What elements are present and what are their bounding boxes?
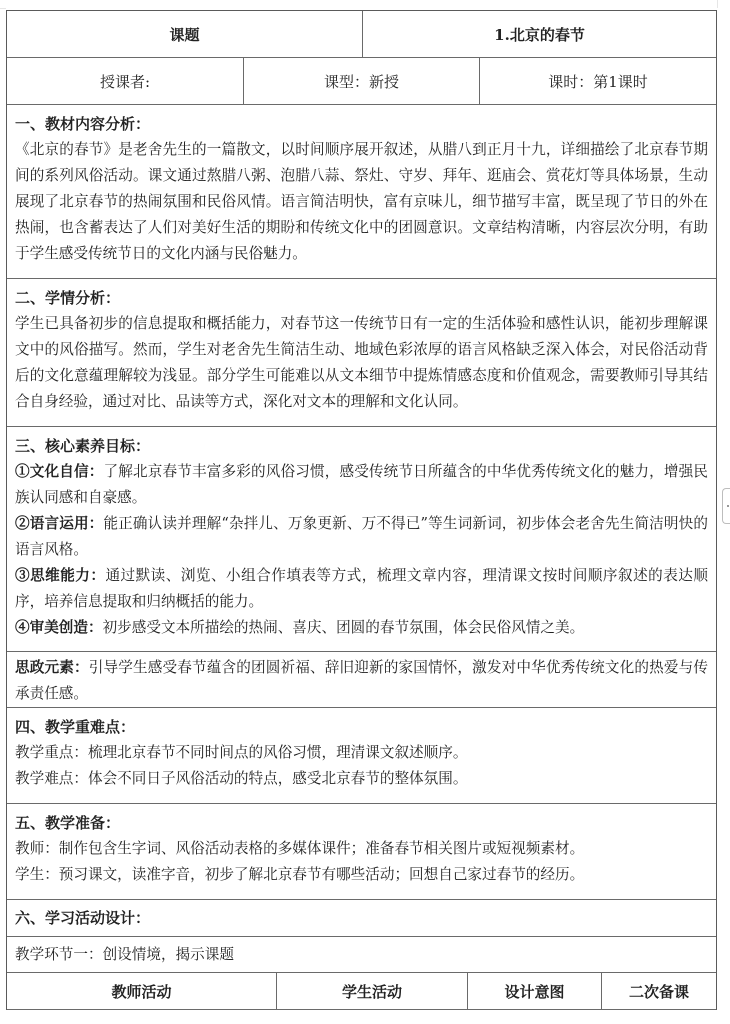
title-value: 1.北京的春节 [362, 11, 716, 57]
title-label: 课题 [169, 25, 200, 44]
info-row [7, 58, 716, 105]
goal-label: ②语言运用： [15, 515, 104, 532]
activity-columns-row [7, 973, 716, 1010]
goal-item [15, 459, 708, 511]
difficulty-line: 教学难点：体会不同日子风俗活动的特点，感受北京春节的整体氛围。 [15, 770, 468, 787]
ideology-body: 引导学生感受春节蕴含的团圆祈福、辞旧迎新的家国情怀，激发对中华优秀传统文化的热爱与传承责任感。 [15, 659, 708, 702]
page-edge-marker [0, 8, 6, 9]
section-heading: 一、教材内容分析： [15, 115, 151, 133]
section-heading: 二、学情分析： [15, 289, 121, 307]
lesson-period: 课时：第1课时 [479, 58, 716, 104]
section-heading: 三、核心素养目标： [15, 437, 151, 455]
goal-text: 初步感受文本所描绘的热闹、喜庆、团圆的春节氛围，体会民俗风情之美。 [102, 619, 585, 636]
section-body: 学生已具备初步的信息提取和概括能力，对春节这一传统节日有一定的生活体验和感性认识，能初步理解课文中的风俗描写。然而，学生对老舍先生简洁生动、地域色彩浓厚的语言风格缺乏深入体会，对民俗活动背后的文化意蕴理解较为浅显。部分学生可能难以从文本细节中提炼情感态度和价值观念，需要教师引导其结合自身经验，通过对比、品读等方式，深化对文本的理解和文化认同。 [15, 315, 708, 410]
column-second-prep: 二次备课 [601, 973, 716, 1009]
goal-label: ③思维能力： [15, 567, 106, 584]
column-teacher-activity: 教师活动 [111, 982, 172, 1001]
goal-label: ①文化自信： [15, 463, 104, 480]
page-edge-marker [717, 0, 718, 8]
side-panel-toggle[interactable] [722, 488, 730, 524]
teacher-prep-line: 教师：制作包含生字词、风俗活动表格的多媒体课件；准备春节相关图片或短视频素材。 [15, 840, 585, 857]
student-analysis-section [7, 279, 716, 427]
key-point-line: 教学重点：梳理北京春节不同时间点的风俗习惯，理清课文叙述顺序。 [15, 744, 468, 761]
section-heading: 五、教学准备： [15, 814, 121, 832]
section-heading: 六、学习活动设计： [15, 909, 151, 927]
goal-item [15, 511, 708, 563]
content-analysis-section [7, 105, 716, 279]
stage-one-title: 教学环节一：创设情境，揭示课题 [15, 946, 234, 963]
goal-item [15, 563, 708, 615]
ideology-text [15, 655, 708, 707]
teacher-label: 授课者: [99, 72, 151, 91]
ideology-label: 思政元素： [15, 659, 89, 676]
ideology-section [7, 652, 716, 708]
column-student-activity: 学生活动 [276, 973, 467, 1009]
core-goals-section [7, 427, 716, 652]
section-heading: 四、教学重难点： [15, 718, 136, 736]
title-row [7, 11, 716, 58]
goal-text: 了解北京春节丰富多彩的风俗习惯，感受传统节日所蕴含的中华优秀传统文化的魅力，增强民族认同感和自豪感。 [15, 463, 708, 506]
goal-label: ④审美创造： [15, 619, 103, 636]
goal-text: 能正确认读并理解“杂拌儿、万象更新、万不得已”等生词新词，初步体会老舍先生简洁明快的语言风格。 [15, 515, 708, 558]
preparation-section [7, 804, 716, 900]
goal-text: 通过默读、浏览、小组合作填表等方式，梳理文章内容，理清课文按时间顺序叙述的表达顺序，培养信息提取和归纳概括的能力。 [15, 567, 708, 610]
column-design-intent: 设计意图 [467, 973, 601, 1009]
stage-one-row [7, 937, 716, 973]
student-prep-line: 学生：预习课文，读准字音，初步了解北京春节有哪些活动；回想自己家过春节的经历。 [15, 866, 585, 883]
activity-design-heading-row [7, 900, 716, 937]
goal-item [15, 615, 708, 641]
lesson-type: 课型：新授 [243, 58, 479, 104]
key-points-section [7, 708, 716, 804]
lesson-plan-table [6, 10, 717, 1010]
section-body: 《北京的春节》是老舍先生的一篇散文，以时间顺序展开叙述，从腊八到正月十九，详细描绘了北京春节期间的系列风俗活动。课文通过熬腊八粥、泡腊八蒜、祭灶、守岁、拜年、逛庙会、赏花灯等具体场景，生动展现了北京春节的热闹氛围和民俗风情。语言简洁明快，富有京味儿，细节描写丰富，既呈现了节日的外在热闹，也含蓄表达了人们对美好生活的期盼和传统文化中的团圆意识。文章结构清晰，内容层次分明，有助于学生感受传统节日的文化内涵与民俗魅力。 [15, 141, 708, 262]
